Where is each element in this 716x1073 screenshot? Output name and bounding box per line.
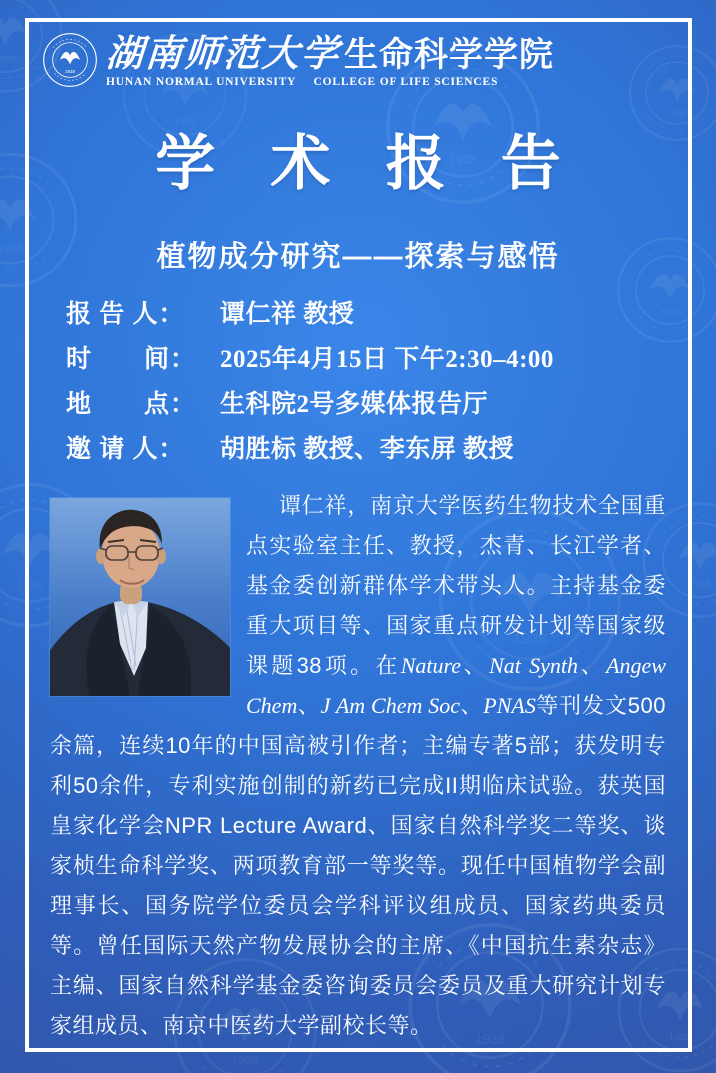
detail-row-venue <box>66 384 670 429</box>
detail-label: 时 间： <box>66 346 197 373</box>
journal-name: J Am Chem Soc <box>320 693 461 718</box>
journal-name: Angew Chem <box>246 653 666 718</box>
university-name-en <box>106 76 554 88</box>
detail-label: 地 点： <box>66 391 197 418</box>
university-name-calligraphy: 湖南师范大学 <box>104 34 342 75</box>
detail-label: 邀 请 人： <box>66 436 185 463</box>
lecture-details <box>66 294 670 474</box>
journal-name: Nature <box>400 653 461 678</box>
college-name-cn: 生命科学学院 <box>344 37 554 74</box>
bio-segment: 、 <box>460 653 490 678</box>
bio-segment: 等刊发文500余篇，连续10年的中国高被引作者；主编专著5部；获发明专利50余件，专利实施创制的新药已完成II期临床试验。获英国皇家化学会NPR Lecture Award、国家自然科学奖二等奖、谈家桢生命科学奖、两项教育部一等奖等。现任中国植物学会副理事长、国务院学位委员会学科评议组成员、国家药典委员等。曾任国际天然产物发展协会的主席、《中国抗生素杂志》主编、国家自然科学基金委咨询委员会委员及重大研究计划专家组成员、南京中医药大学副校长等。 <box>50 693 666 1038</box>
detail-row-speaker <box>66 294 670 339</box>
speaker-portrait <box>50 498 230 696</box>
bio-segment: 谭仁祥，南京大学医药生物技术全国重点实验室主任、教授，杰青、长江学者、基金委创新群体学术带头人。主持基金委重大项目等、国家重点研发计划等国家级课题38项。在 <box>246 493 666 678</box>
college-name-en-text: COLLEGE OF LIFE SCIENCES <box>313 76 499 88</box>
university-name-en-text: HUNAN NORMAL UNIVERSITY <box>106 76 296 88</box>
journal-name: PNAS <box>483 693 536 718</box>
lecture-title: 植物成分研究——探索与感悟 <box>156 241 560 273</box>
speaker-bio-section <box>50 486 666 1046</box>
journal-name: Nat Synth <box>489 653 579 678</box>
header <box>42 32 554 88</box>
detail-label: 报 告 人： <box>66 301 185 328</box>
detail-row-inviter <box>66 429 670 474</box>
detail-value: 2025年4月15日 下午2:30–4:00 <box>220 346 554 373</box>
university-wordmark <box>106 32 554 88</box>
poster-title: 学术报告 <box>155 130 616 197</box>
bio-segment: 、 <box>297 693 321 718</box>
university-seal-icon <box>42 32 98 88</box>
university-name-cn <box>106 36 554 73</box>
bio-segment: 、 <box>578 653 607 678</box>
detail-value: 生科院2号多媒体报告厅 <box>220 391 489 418</box>
bio-segment: 、 <box>460 693 484 718</box>
detail-row-time <box>66 339 670 384</box>
detail-value: 胡胜标 教授、李东屏 教授 <box>220 436 515 463</box>
detail-value: 谭仁祥 教授 <box>220 301 355 328</box>
